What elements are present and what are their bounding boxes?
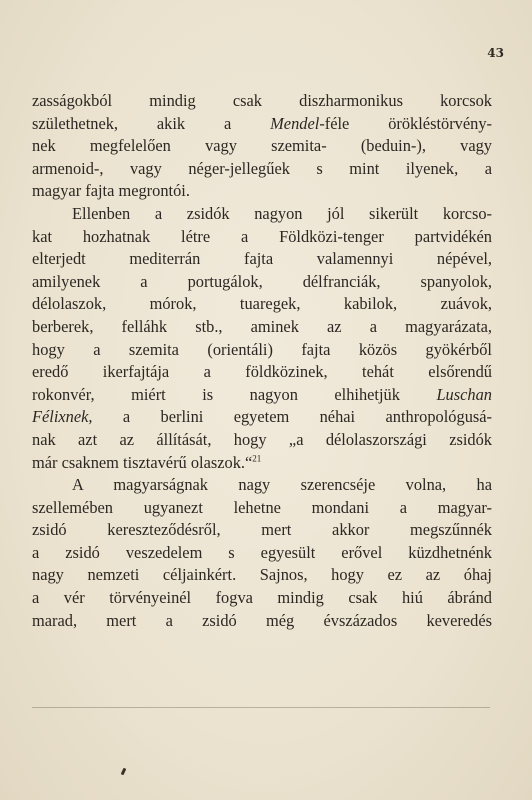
text-line — [32, 248, 492, 271]
text-line — [32, 452, 492, 475]
pencil-underline — [32, 707, 490, 708]
text-line-content: hogy a szemita (orientáli) fajta közös gyökérből — [32, 339, 492, 359]
text-line-content: a zsidó veszedelem s egyesült erővel küzdhetnénk — [32, 542, 492, 562]
text-line — [32, 135, 492, 158]
text-line — [32, 293, 492, 316]
text-line — [32, 203, 492, 226]
text-line — [32, 519, 492, 542]
text-line — [32, 497, 492, 520]
italic-name: Luschan — [436, 384, 492, 404]
text-line — [32, 316, 492, 339]
text-line — [32, 90, 492, 113]
text-line — [32, 361, 492, 384]
text-line-content: eredő ikerfajtája a földközinek, tehát elsőrendű — [32, 362, 492, 382]
text-line — [32, 406, 492, 429]
text-line — [32, 429, 492, 452]
text-line-content: armenoid-, vagy néger-jellegűek s mint ilyenek, a — [32, 158, 492, 178]
text-line — [32, 384, 492, 407]
text-line-content: születhetnek, akik a — [32, 113, 271, 133]
ink-mark — [121, 768, 127, 776]
text-line — [32, 226, 492, 249]
text-line — [32, 587, 492, 610]
italic-name: Félixnek, — [32, 407, 93, 427]
text-line-content: berberek, felláhk stb., aminek az a magyarázata, — [32, 316, 492, 336]
text-line-content: Ellenben a zsidók nagyon jól sikerült korcso- — [72, 203, 492, 223]
page-number: 43 — [487, 46, 504, 60]
text-line — [32, 271, 492, 294]
text-line — [32, 610, 492, 633]
text-line-content: marad, mert a zsidó még évszázados keveredés — [32, 610, 492, 630]
text-line — [32, 542, 492, 565]
text-line-content: zasságokból mindig csak diszharmonikus korcsok — [32, 91, 492, 110]
text-line-content: szellemében ugyanezt lehetne mondani a magyar- — [32, 497, 492, 517]
text-line-content: nek megfelelően vagy szemita- (beduin-), vagy — [32, 136, 492, 156]
text-line-content: már csaknem tisztavérű olaszok.“ — [32, 452, 253, 472]
text-line-content: A magyarságnak nagy szerencséje volna, ha — [72, 475, 492, 495]
text-line-content: kat hozhatnak létre a Földközi-tenger partvidékén — [32, 226, 492, 246]
text-line-content: délolaszok, mórok, tuaregek, kabilok, zuávok, — [32, 294, 492, 314]
text-line — [32, 564, 492, 587]
text-line — [32, 180, 492, 203]
text-line — [32, 474, 492, 497]
body-text — [32, 90, 492, 632]
text-line — [32, 113, 492, 136]
text-line-content: -féle örökléstörvény- — [319, 113, 492, 133]
text-line — [32, 339, 492, 362]
text-line-content: amilyenek a portugálok, délfranciák, spanyolok, — [32, 271, 492, 291]
text-line-content: nak azt az állítását, hogy „a délolaszországi zsidók — [32, 429, 492, 449]
text-line-content: zsidó kereszteződésről, mert akkor megszűnnék — [32, 520, 492, 540]
text-line-content: rokonvér, miért is nagyon elhihetjük — [32, 384, 437, 404]
footnote-marker: 21 — [252, 453, 262, 464]
text-line-content: magyar fajta megrontói. — [32, 181, 190, 201]
italic-name: Mendel — [270, 113, 320, 133]
text-line-content: elterjedt mediterrán fajta valamennyi népével, — [32, 249, 492, 269]
text-line-content: nagy nemzeti céljainkért. Sajnos, hogy ez az óhaj — [32, 565, 492, 585]
text-line — [32, 158, 492, 181]
text-line-content: a vér törvényeinél fogva mindig csak hiú ábránd — [32, 588, 492, 608]
text-line-content: a berlini egyetem néhai anthropológusá- — [92, 407, 492, 427]
